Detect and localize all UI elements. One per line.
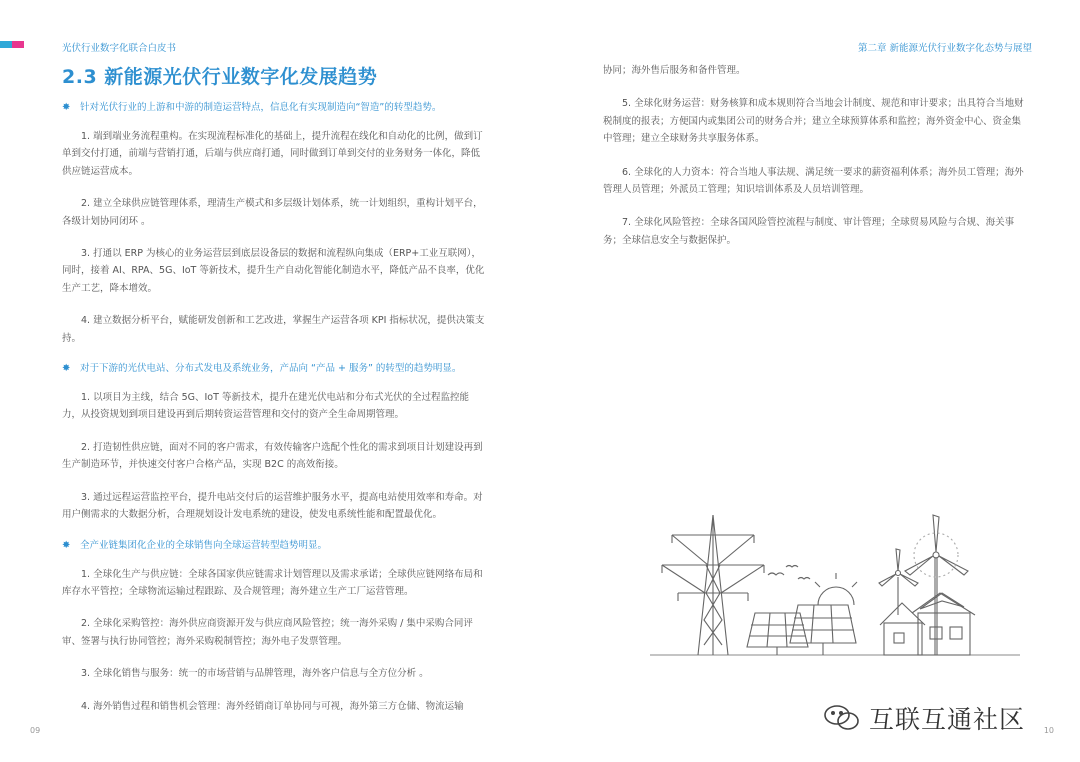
gear-bullet-icon: ✸ xyxy=(62,539,71,551)
paragraph: 4. 建立数据分析平台，赋能研发创新和工艺改进，掌握生产运营各项 KPI 指标状况，提供决策支持。 xyxy=(62,315,485,344)
paragraph: 3. 打通以 ERP 为核心的业务运营层到底层设备层的数据和流程纵向集成（ERP+工业互联网），同时，接着 AI、RPA、5G、IoT 等新技术，提升生产自动化智能化制造水平，降低产品不良率，优化生产工艺，降本增效。 xyxy=(62,248,485,294)
header-right-chapter: 第二章 新能源光伏行业数字化态势与展望 xyxy=(857,43,1032,54)
section-heading: ✸ 针对光伏行业的上游和中游的制造运营特点，信息化有实现制造向“智造”的转型趋势。 xyxy=(62,102,442,113)
right-column xyxy=(603,62,1028,265)
paragraph: 3. 通过远程运营监控平台，提升电站交付后的运营维护服务水平，提高电站使用效率和寿命。对用户侧需求的大数据分析，合理规划设计发电系统的建设，使发电系统性能和配置最优化。 xyxy=(62,491,483,521)
solar-panel-icon xyxy=(747,605,856,655)
left-column xyxy=(62,62,487,730)
page-number-left: 09 xyxy=(30,726,41,735)
paragraph: 4. 海外销售过程和销售机会管理：海外经销商订单协同与可视，海外第三方仓储、物流运输 xyxy=(81,700,464,712)
gear-bullet-icon: ✸ xyxy=(62,102,71,113)
paragraph: 2. 打造韧性供应链，面对不同的客户需求，有效传输客户选配个性化的需求到项目计划建设再到生产制造环节，并快速交付客户合格产品，实现 B2C 的高效衔接。 xyxy=(62,441,483,471)
header-left-title: 光伏行业数字化联合白皮书 xyxy=(62,43,177,54)
wind-turbine-icon xyxy=(879,515,968,655)
watermark-text: 互联互通社区 xyxy=(869,705,1026,734)
paragraph: 协同；海外售后服务和备件管理。 xyxy=(603,65,746,76)
paragraph: 7. 全球化风险管控：全球各国风险管控流程与制度、审计管理；全球贸易风险与合规、海关事务；全球信息安全与数据保护。 xyxy=(603,217,1015,246)
paragraph: 1. 端到端业务流程重构。在实现流程标准化的基础上，提升流程在线化和自动化的比例，做到订单到交付打通，前端与营销打通，后端与供应商打通，同时做到订单到交付的业务财务一体化，降低供应链运营成本。 xyxy=(62,131,483,177)
section-heading: ✸ 全产业链集团化企业的全球销售向全球运营转型趋势明显。 xyxy=(62,539,328,551)
paragraph: 1. 以项目为主线，结合 5G、IoT 等新技术，提升在建光伏电站和分布式光伏的全过程监控能力，从投资规划到项目建设再到后期转资运营管理和交付的资产全生命周期管理。 xyxy=(62,392,469,421)
section-title: 2.3 新能源光伏行业数字化发展趋势 xyxy=(62,66,378,88)
energy-illustration xyxy=(650,505,1020,675)
paragraph: 1. 全球化生产与供应链：全球各国家供应链需求计划管理以及需求承诺；全球供应链网络布局和库存水平管控；全球物流运输过程跟踪、及合规管理；海外建立生产工厂运营管理。 xyxy=(62,568,483,597)
wechat-icon xyxy=(823,704,861,732)
power-tower-icon xyxy=(662,515,764,655)
birds-icon xyxy=(768,566,810,580)
paragraph: 2. 全球化采购管控：海外供应商资源开发与供应商风险管控；统一海外采购 / 集中采购合同评审、签署与执行协同管控；海外采购税制管控；海外电子发票管理。 xyxy=(62,618,473,647)
header-accent-bar xyxy=(0,41,24,48)
paragraph: 2. 建立全球供应链管理体系，理清生产模式和多层级计划体系，统一计划组织，重构计划平台，各级计划协同闭环 。 xyxy=(62,198,483,227)
sun-icon xyxy=(815,573,857,605)
section-heading: ✸ 对于下游的光伏电站、分布式发电及系统业务，产品向 “产品 + 服务” 的转型的趋势明显。 xyxy=(62,363,462,375)
page-number-right: 10 xyxy=(1043,726,1054,735)
watermark xyxy=(823,700,1025,736)
paragraph: 3. 全球化销售与服务：统一的市场营销与品牌管理，海外客户信息与全方位分析 。 xyxy=(81,668,429,680)
house-icon xyxy=(880,593,975,655)
paragraph: 5. 全球化财务运营：财务核算和成本规则符合当地会计制度、规范和审计要求；出具符合当地财税制度的报表；方便国内或集团公司的财务合并；建立全球预算体系和监控；海外资金中心、资金集中管理；建立全球财务共享服务体系。 xyxy=(603,98,1024,145)
gear-bullet-icon: ✸ xyxy=(62,363,71,375)
paragraph: 6. 全球化的人力资本：符合当地人事法规、满足统一要求的薪资福利体系；海外员工管理；海外管理人员管理；外派员工管理；知识培训体系及人员培训管理。 xyxy=(603,166,1024,196)
